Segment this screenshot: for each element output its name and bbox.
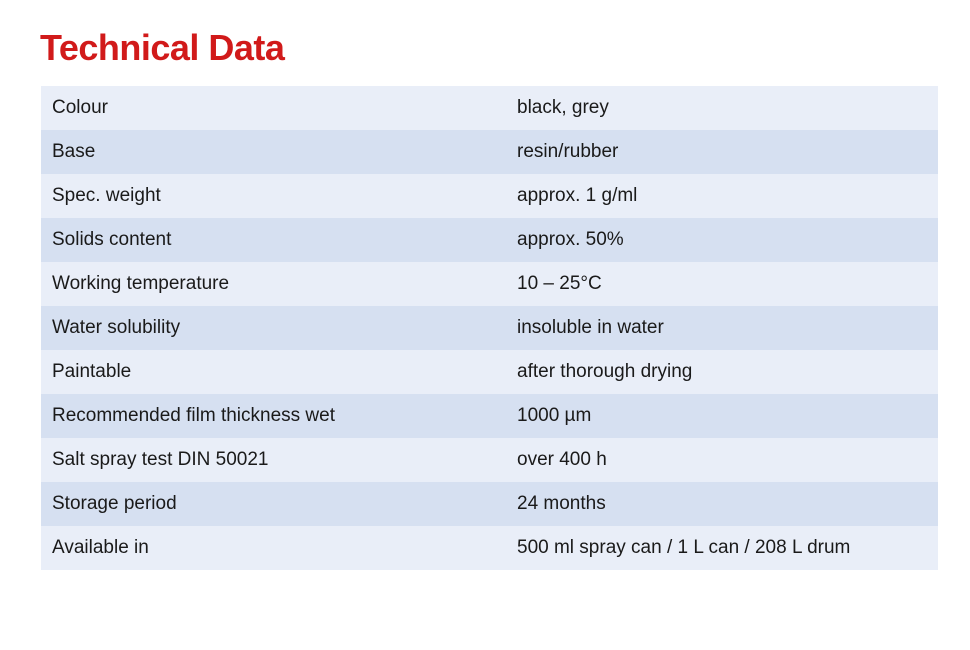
row-label: Working temperature	[41, 262, 507, 306]
row-label: Solids content	[41, 218, 507, 262]
row-label: Available in	[41, 526, 507, 570]
technical-data-table	[41, 86, 938, 570]
table-row	[41, 526, 938, 570]
row-value: approx. 1 g/ml	[507, 174, 938, 218]
table-row	[41, 86, 938, 130]
row-value: 500 ml spray can / 1 L can / 208 L drum	[507, 526, 938, 570]
row-label: Salt spray test DIN 50021	[41, 438, 507, 482]
page-title: Technical Data	[40, 27, 285, 68]
row-label: Storage period	[41, 482, 507, 526]
table-row	[41, 350, 938, 394]
row-value: resin/rubber	[507, 130, 938, 174]
table-row	[41, 438, 938, 482]
row-value: 24 months	[507, 482, 938, 526]
row-label: Spec. weight	[41, 174, 507, 218]
table-row	[41, 482, 938, 526]
row-value: insoluble in water	[507, 306, 938, 350]
table-row	[41, 262, 938, 306]
table-row	[41, 306, 938, 350]
row-value: approx. 50%	[507, 218, 938, 262]
row-value: 10 – 25°C	[507, 262, 938, 306]
row-label: Recommended film thickness wet	[41, 394, 507, 438]
row-value: 1000 µm	[507, 394, 938, 438]
row-value: after thorough drying	[507, 350, 938, 394]
table-row	[41, 218, 938, 262]
table-row	[41, 130, 938, 174]
table-row	[41, 394, 938, 438]
row-label: Base	[41, 130, 507, 174]
row-label: Water solubility	[41, 306, 507, 350]
row-value: over 400 h	[507, 438, 938, 482]
row-label: Colour	[41, 86, 507, 130]
row-value: black, grey	[507, 86, 938, 130]
row-label: Paintable	[41, 350, 507, 394]
table-row	[41, 174, 938, 218]
